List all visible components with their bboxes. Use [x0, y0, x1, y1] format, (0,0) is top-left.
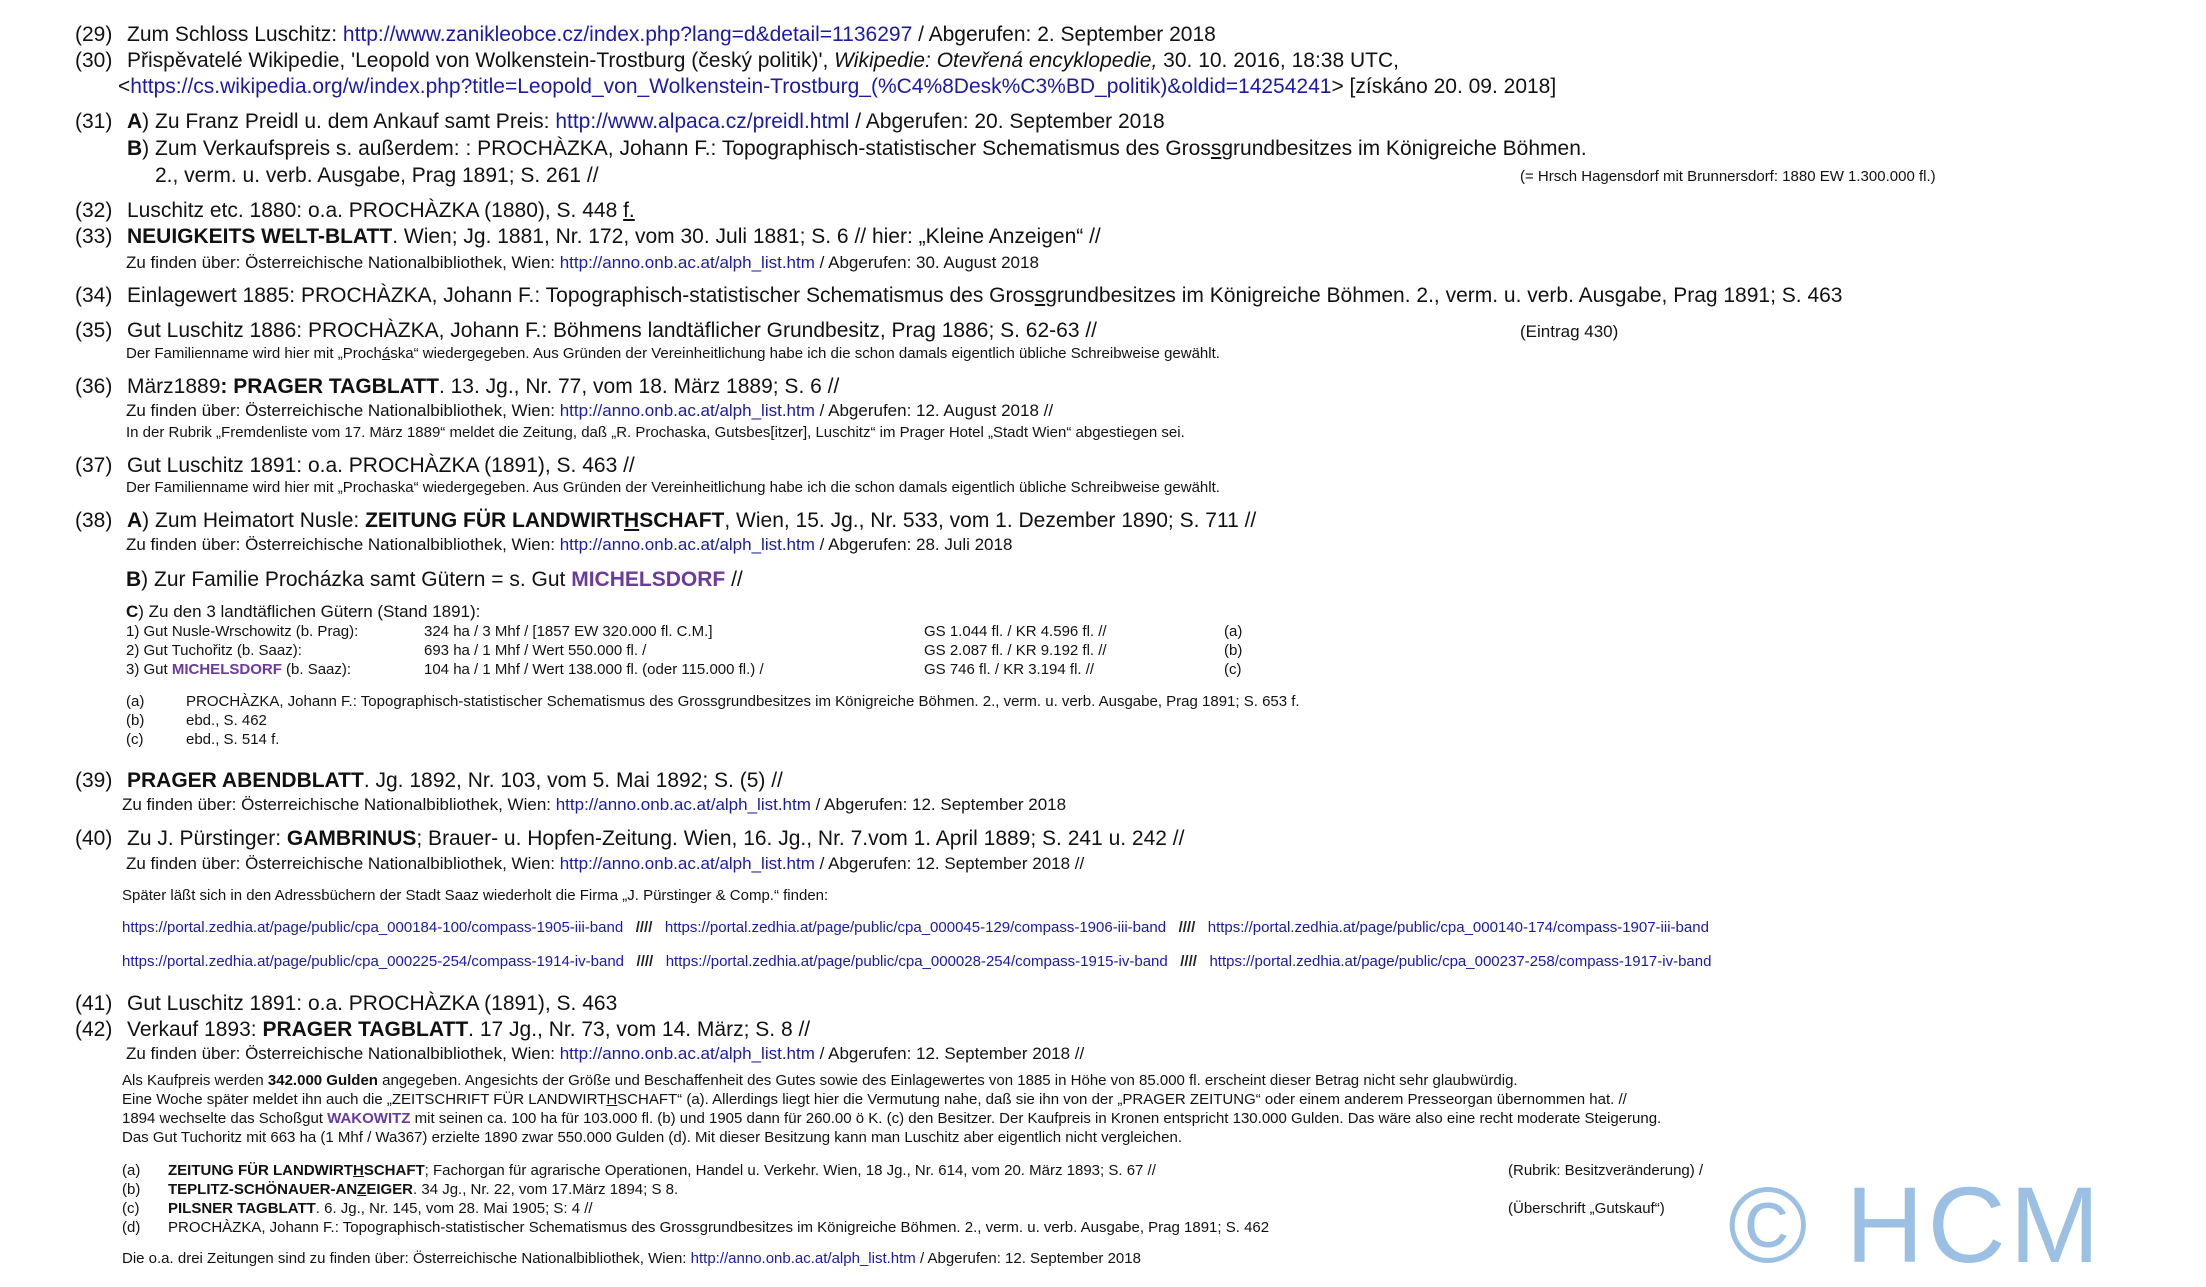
- ref-value: PILSNER TAGBLATT. 6. Jg., Nr. 145, vom 28. Mai 1905; S: 4 //: [168, 1200, 593, 1217]
- note-33-find: Zu finden über: Österreichische Nationalbibliothek, Wien: http://anno.onb.ac.at/alph_list.htm / Abgerufen: 30. August 2018: [126, 253, 1039, 272]
- ref-key: (d): [122, 1219, 141, 1236]
- note-30: (30) Přispěvatelé Wikipedie, 'Leopold von Wolkenstein-Trostburg (český politik)', Wikipedie: Otevřená encyklopedie, 30. 10. 2016, 18:38 UTC,: [75, 49, 1399, 72]
- table-row-name: 3) Gut MICHELSDORF (b. Saaz):: [126, 661, 352, 678]
- link-alpaca[interactable]: http://www.alpaca.cz/preidl.html: [555, 110, 850, 133]
- note-31-b: B) Zum Verkaufspreis s. außerdem: : PROCHÀZKA, Johann F.: Topographisch-statistischer Schematismus des Grossgrundbesitzes im Königreiche Böhmen.: [127, 137, 1587, 160]
- table-row-size: 693 ha / 1 Mhf / Wert 550.000 fl. /: [424, 642, 647, 659]
- note-37: (37) Gut Luschitz 1891: o.a. PROCHÀZKA (1891), S. 463 //: [75, 454, 635, 477]
- table-row-ref: (c): [1224, 661, 1242, 678]
- note-42-footer: Die o.a. drei Zeitungen sind zu finden über: Österreichische Nationalbibliothek, Wien: http://anno.onb.ac.at/alph_list.htm / Abgerufen: 12. September 2018: [122, 1250, 1141, 1267]
- note-39: (39) PRAGER ABENDBLATT. Jg. 1892, Nr. 103, vom 5. Mai 1892; S. (5) //: [75, 769, 783, 792]
- note-36-find: Zu finden über: Österreichische Nationalbibliothek, Wien: http://anno.onb.ac.at/alph_list.htm / Abgerufen: 12. August 2018 //: [126, 401, 1054, 420]
- note-42-find: Zu finden über: Österreichische Nationalbibliothek, Wien: http://anno.onb.ac.at/alph_list.htm / Abgerufen: 12. September 2018 //: [126, 1044, 1085, 1063]
- ref-key: (a): [126, 693, 145, 710]
- table-row-size: 324 ha / 3 Mhf / [1857 EW 320.000 fl. C.M.]: [424, 623, 713, 640]
- ref-value: TEPLITZ-SCHÖNAUER-ANZEIGER. 34 Jg., Nr. 22, vom 17.März 1894; S 8.: [168, 1181, 679, 1198]
- note-38-b: B) Zur Familie Procházka samt Gütern = s. Gut MICHELSDORF //: [126, 568, 743, 591]
- link-anno-onb[interactable]: http://anno.onb.ac.at/alph_list.htm: [559, 401, 815, 420]
- table-row-gs: GS 2.087 fl. / KR 9.192 fl. //: [924, 642, 1107, 659]
- link-compass[interactable]: https://portal.zedhia.at/page/public/cpa_000237-258/compass-1917-iv-band: [1209, 953, 1712, 970]
- note-33: (33) NEUIGKEITS WELT-BLATT. Wien; Jg. 1881, Nr. 172, vom 30. Juli 1881; S. 6 // hier: „Kleine Anzeigen“ //: [75, 225, 1101, 248]
- note-36: (36) März1889: PRAGER TAGBLATT. 13. Jg., Nr. 77, vom 18. März 1889; S. 6 //: [75, 375, 840, 398]
- ref-key: (b): [126, 712, 145, 729]
- ref-value: PROCHÀZKA, Johann F.: Topographisch-statistischer Schematismus des Grossgrundbesitzes im Königreiche Böhmen. 2., verm. u. verb. Ausgabe, Prag 1891; S. 653 f.: [186, 693, 1300, 710]
- note-40-small: Später läßt sich in den Adressbüchern der Stadt Saaz wiederholt die Firma „J. Pürstinger & Comp.“ finden:: [122, 887, 829, 904]
- note-42-para-4: Das Gut Tuchoritz mit 663 ha (1 Mhf / Wa367) erzielte 1890 zwar 550.000 Gulden (d). Mit dieser Besitzung kann man Luschitz aber eigentlich nicht vergleichen.: [122, 1129, 1182, 1146]
- note-31-aside: (= Hrsch Hagensdorf mit Brunnersdorf: 1880 EW 1.300.000 fl.): [1520, 168, 1936, 185]
- table-row-name: 2) Gut Tuchořitz (b. Saaz):: [126, 642, 302, 659]
- note-35-small: Der Familienname wird hier mit „Procháska“ wiedergegeben. Aus Gründen der Vereinheitlichung habe ich die schon damals eigentlich übliche Schreibweise gewählt.: [126, 345, 1220, 362]
- ref-value: PROCHÀZKA, Johann F.: Topographisch-statistischer Schematismus des Grossgrundbesitzes im Königreiche Böhmen. 2., verm. u. verb. Ausgabe, Prag 1891; S. 462: [168, 1219, 1270, 1236]
- compass-links-row-2: https://portal.zedhia.at/page/public/cpa_000225-254/compass-1914-iv-band //// https://portal.zedhia.at/page/public/cpa_000028-254/compass-1915-iv-band //// https://portal.zedhia.at/page/public/cpa_000237-258/compass-1917-iv-band: [122, 953, 1712, 970]
- note-40: (40) Zu J. Pürstinger: GAMBRINUS; Brauer- u. Hopfen-Zeitung. Wien, 16. Jg., Nr. 7.vom 1. April 1889; S. 241 u. 242 //: [75, 827, 1185, 850]
- link-compass[interactable]: https://portal.zedhia.at/page/public/cpa_000184-100/compass-1905-iii-band: [122, 919, 624, 936]
- note-38-find: Zu finden über: Österreichische Nationalbibliothek, Wien: http://anno.onb.ac.at/alph_list.htm / Abgerufen: 28. Juli 2018: [126, 535, 1013, 554]
- copyright-watermark: © HCM: [1728, 1164, 2104, 1285]
- ref-key: (a): [122, 1162, 141, 1179]
- link-wikipedia[interactable]: https://cs.wikipedia.org/w/index.php?title=Leopold_von_Wolkenstein-Trostburg_(%C4%8Desk%C3%BD_politik)&oldid=14254241: [130, 75, 1332, 98]
- link-anno-onb[interactable]: http://anno.onb.ac.at/alph_list.htm: [559, 854, 815, 873]
- link-anno-onb[interactable]: http://anno.onb.ac.at/alph_list.htm: [559, 1044, 815, 1063]
- note-42-para-2: Eine Woche später meldet ihn auch die „ZEITSCHRIFT FÜR LANDWIRTHSCHAFT“ (a). Allerdings liegt hier die Vermutung nahe, daß sie ihn von der „PRAGER ZEITUNG“ oder einem anderem Presseorgan übernommen hat. //: [122, 1091, 1627, 1108]
- link-anno-onb[interactable]: http://anno.onb.ac.at/alph_list.htm: [690, 1250, 916, 1267]
- compass-links-row-1: https://portal.zedhia.at/page/public/cpa_000184-100/compass-1905-iii-band //// https://portal.zedhia.at/page/public/cpa_000045-129/compass-1906-iii-band //// https://portal.zedhia.at/page/public/cpa_000140-174/compass-1907-iii-band: [122, 919, 1709, 936]
- table-row-name: 1) Gut Nusle-Wrschowitz (b. Prag):: [126, 623, 359, 640]
- note-39-find: Zu finden über: Österreichische Nationalbibliothek, Wien: http://anno.onb.ac.at/alph_list.htm / Abgerufen: 12. September 2018: [122, 795, 1067, 814]
- ref-value: ebd., S. 462: [186, 712, 267, 729]
- link-compass[interactable]: https://portal.zedhia.at/page/public/cpa_000028-254/compass-1915-iv-band: [665, 953, 1168, 970]
- ref-key: (c): [126, 731, 144, 748]
- note-31-b-line2: 2., verm. u. verb. Ausgabe, Prag 1891; S. 261 //: [155, 164, 599, 187]
- note-32: (32) Luschitz etc. 1880: o.a. PROCHÀZKA (1880), S. 448 f.: [75, 199, 635, 222]
- note-31: (31) A) Zu Franz Preidl u. dem Ankauf samt Preis: http://www.alpaca.cz/preidl.html / Abgerufen: 20. September 2018: [75, 110, 1165, 133]
- table-row-gs: GS 746 fl. / KR 3.194 fl. //: [924, 661, 1095, 678]
- note-42-para-1: Als Kaufpreis werden 342.000 Gulden angegeben. Angesichts der Größe und Beschaffenheit des Gutes sowie des Einlagewertes von 1885 in Höhe von 85.000 fl. erscheint dieser Betrag nicht sehr glaubwürdig.: [122, 1072, 1518, 1089]
- link-anno-onb[interactable]: http://anno.onb.ac.at/alph_list.htm: [559, 253, 815, 272]
- ref-note: (Rubrik: Besitzveränderung) /: [1508, 1162, 1704, 1179]
- link-anno-onb[interactable]: http://anno.onb.ac.at/alph_list.htm: [559, 535, 815, 554]
- ref-note: (Überschrift „Gutskauf“): [1508, 1200, 1665, 1217]
- note-29: (29) Zum Schloss Luschitz: http://www.zanikleobce.cz/index.php?lang=d&detail=1136297 / Abgerufen: 2. September 2018: [75, 23, 1216, 46]
- note-38-c: C) Zu den 3 landtäflichen Gütern (Stand 1891):: [126, 602, 481, 621]
- link-zanikleobce[interactable]: http://www.zanikleobce.cz/index.php?lang=d&detail=1136297: [342, 23, 913, 46]
- note-42: (42) Verkauf 1893: PRAGER TAGBLATT. 17 Jg., Nr. 73, vom 14. März; S. 8 //: [75, 1018, 811, 1041]
- table-row-size: 104 ha / 1 Mhf / Wert 138.000 fl. (oder 115.000 fl.) /: [424, 661, 764, 678]
- table-row-ref: (a): [1224, 623, 1243, 640]
- table-row-ref: (b): [1224, 642, 1243, 659]
- note-34: (34) Einlagewert 1885: PROCHÀZKA, Johann F.: Topographisch-statistischer Schematismus des Grossgrundbesitzes im Königreiche Böhmen. 2., verm. u. verb. Ausgabe, Prag 1891; S. 463: [75, 284, 1843, 307]
- note-30-line2: <https://cs.wikipedia.org/w/index.php?title=Leopold_von_Wolkenstein-Trostburg_(%C4%8Desk%C3%BD_politik)&oldid=14254241> [získáno 20. 09. 2018]: [118, 75, 1557, 98]
- link-anno-onb[interactable]: http://anno.onb.ac.at/alph_list.htm: [555, 795, 811, 814]
- link-compass[interactable]: https://portal.zedhia.at/page/public/cpa_000225-254/compass-1914-iv-band: [122, 953, 625, 970]
- table-row-gs: GS 1.044 fl. / KR 4.596 fl. //: [924, 623, 1107, 640]
- note-41: (41) Gut Luschitz 1891: o.a. PROCHÀZKA (1891), S. 463: [75, 992, 618, 1015]
- note-42-para-3: 1894 wechselte das Schoßgut WAKOWITZ mit seinen ca. 100 ha für 103.000 fl. (b) und 1905 dann für 260.00 ö K. (c) den Besitzer. Der Kaufpreis in Kronen entspricht 130.000 Gulden. Das wäre also eine recht moderate Steigerung.: [122, 1110, 1662, 1127]
- note-35-aside: (Eintrag 430): [1520, 322, 1619, 341]
- note-37-small: Der Familienname wird hier mit „Prochaska“ wiedergegeben. Aus Gründen der Vereinheitlichung habe ich die schon damals eigentlich übliche Schreibweise gewählt.: [126, 479, 1220, 496]
- note-35: (35) Gut Luschitz 1886: PROCHÀZKA, Johann F.: Böhmens landtäflicher Grundbesitz, Prag 1886; S. 62-63 //: [75, 319, 1098, 342]
- ref-key: (b): [122, 1181, 141, 1198]
- note-36-small: In der Rubrik „Fremdenliste vom 17. März 1889“ meldet die Zeitung, daß „R. Prochaska, Gutsbes[itzer], Luschitz“ im Prager Hotel „Stadt Wien“ abgestiegen sei.: [126, 424, 1185, 441]
- ref-value: ebd., S. 514 f.: [186, 731, 280, 748]
- ref-key: (c): [122, 1200, 140, 1217]
- ref-value: ZEITUNG FÜR LANDWIRTHSCHAFT; Fachorgan für agrarische Operationen, Handel u. Verkehr. Wien, 18 Jg., Nr. 614, vom 20. März 1893; S. 67 //: [168, 1162, 1156, 1179]
- link-compass[interactable]: https://portal.zedhia.at/page/public/cpa_000045-129/compass-1906-iii-band: [664, 919, 1167, 936]
- note-40-find: Zu finden über: Österreichische Nationalbibliothek, Wien: http://anno.onb.ac.at/alph_list.htm / Abgerufen: 12. September 2018 //: [126, 854, 1085, 873]
- note-38: (38) A) Zum Heimatort Nusle: ZEITUNG FÜR LANDWIRTHSCHAFT, Wien, 15. Jg., Nr. 533, vom 1. Dezember 1890; S. 711 //: [75, 509, 1257, 532]
- link-compass[interactable]: https://portal.zedhia.at/page/public/cpa_000140-174/compass-1907-iii-band: [1207, 919, 1709, 936]
